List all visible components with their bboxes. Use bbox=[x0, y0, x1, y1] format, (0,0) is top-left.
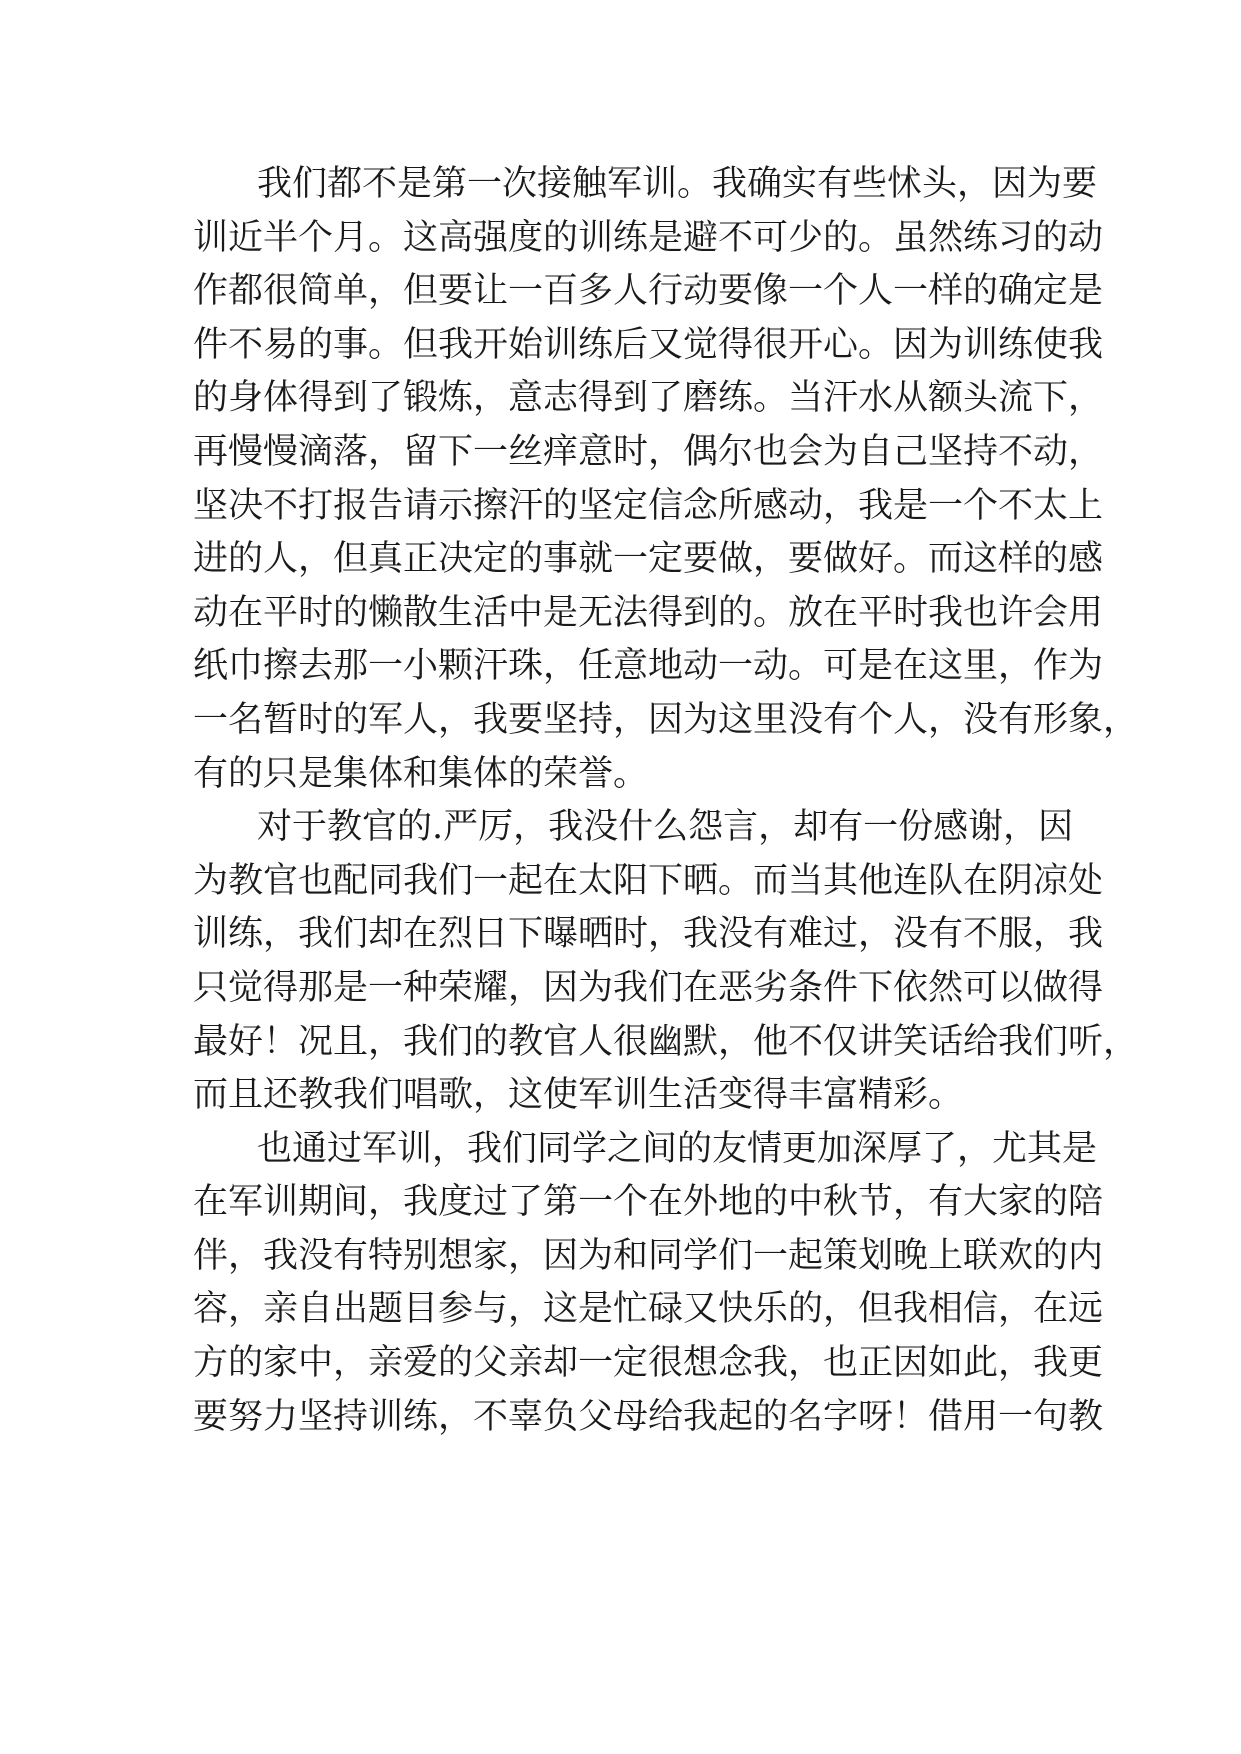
text-line: 也通过军训，我们同学之间的友情更加深厚了，尤其是 bbox=[257, 1128, 1098, 1169]
text-line: 纸巾擦去那一小颗汗珠，任意地动一动。可是在这里，作为 bbox=[193, 646, 1104, 687]
text-line: 有的只是集体和集体的荣誉。 bbox=[193, 753, 649, 794]
text-line: 的身体得到了锻炼，意志得到了磨练。当汗水从额头流下， bbox=[193, 378, 1104, 419]
text-line: 件不易的事。但我开始训练后又觉得很开心。因为训练使我 bbox=[193, 324, 1104, 365]
text-line: 只觉得那是一种荣耀，因为我们在恶劣条件下依然可以做得 bbox=[193, 967, 1104, 1008]
text-line: 为教官也配同我们一起在太阳下晒。而当其他连队在阴凉处 bbox=[193, 860, 1104, 901]
text-line: 训练，我们却在烈日下曝晒时，我没有难过，没有不服，我 bbox=[193, 914, 1104, 955]
text-line: 对于教官的.严厉，我没什么怨言，却有一份感谢，因 bbox=[257, 807, 1074, 848]
text-line: 伴，我没有特别想家，因为和同学们一起策划晚上联欢的内 bbox=[193, 1235, 1104, 1276]
text-line: 容，亲自出题目参与，这是忙碌又快乐的，但我相信，在远 bbox=[193, 1289, 1104, 1330]
text-line: 我们都不是第一次接触军训。我确实有些怵头，因为要 bbox=[257, 164, 1098, 204]
text-line: 而且还教我们唱歌，这使军训生活变得丰富精彩。 bbox=[193, 1075, 964, 1116]
text-line: 最好！况且，我们的教官人很幽默，他不仅讲笑话给我们听， bbox=[193, 1021, 1139, 1062]
text-line: 方的家中，亲爱的父亲却一定很想念我，也正因如此，我更 bbox=[193, 1343, 1104, 1384]
body-text bbox=[193, 158, 1139, 1444]
text-line: 一名暂时的军人，我要坚持，因为这里没有个人，没有形象， bbox=[193, 699, 1139, 740]
text-line: 动在平时的懒散生活中是无法得到的。放在平时我也许会用 bbox=[193, 592, 1104, 633]
text-line: 再慢慢滴落，留下一丝痒意时，偶尔也会为自己坚持不动， bbox=[193, 431, 1104, 472]
text-line: 作都很简单，但要让一百多人行动要像一个人一样的确定是 bbox=[193, 271, 1104, 312]
text-line: 进的人，但真正决定的事就一定要做，要做好。而这样的感 bbox=[193, 539, 1104, 580]
text-line: 坚决不打报告请示擦汗的坚定信念所感动，我是一个不太上 bbox=[193, 485, 1104, 526]
text-line: 在军训期间，我度过了第一个在外地的中秋节，有大家的陪 bbox=[193, 1182, 1104, 1223]
text-line: 要努力坚持训练，不辜负父母给我起的名字呀！借用一句教 bbox=[193, 1396, 1104, 1437]
text-line: 训近半个月。这高强度的训练是避不可少的。虽然练习的动 bbox=[193, 217, 1104, 258]
